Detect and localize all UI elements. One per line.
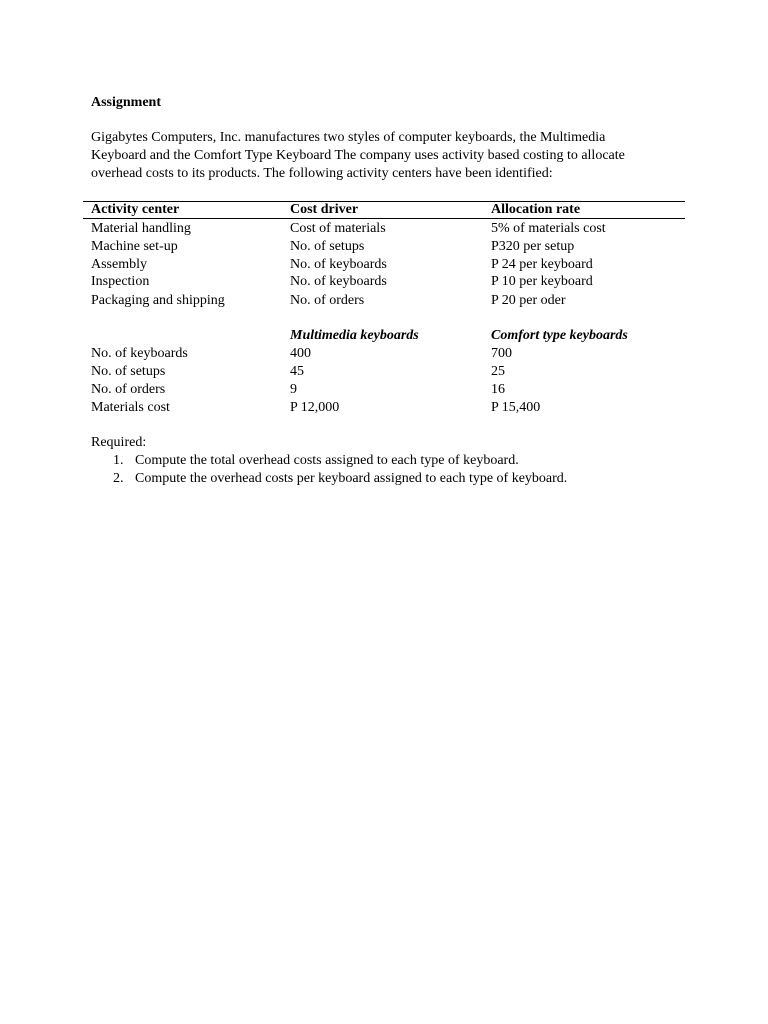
table-header-cell: Activity center <box>91 202 180 217</box>
required-label: Required: <box>91 435 147 450</box>
list-item-text: Compute the total overhead costs assigned to each type of keyboard. <box>135 453 519 468</box>
intro-line: Gigabytes Computers, Inc. manufactures two styles of computer keyboards, the Multimedia <box>91 130 606 145</box>
intro-line: overhead costs to its products. The following activity centers have been identified: <box>91 166 553 181</box>
table-header-cell: Allocation rate <box>491 202 581 217</box>
table-header-cell: Cost driver <box>290 202 359 217</box>
list-item-text: Compute the overhead costs per keyboard assigned to each type of keyboard. <box>135 471 568 486</box>
table-cell: Material handling <box>91 221 191 236</box>
list-item <box>113 452 519 470</box>
table-cell: P320 per setup <box>491 239 575 254</box>
table-cell: No. of keyboards <box>290 274 387 289</box>
table-cell: P 10 per keyboard <box>491 274 593 289</box>
table-cell: Materials cost <box>91 400 170 415</box>
table-cell: P 24 per keyboard <box>491 257 593 272</box>
table-header-cell: Multimedia keyboards <box>290 328 419 343</box>
table-cell: 9 <box>290 382 297 397</box>
table-cell: 700 <box>491 346 512 361</box>
table-cell: Packaging and shipping <box>91 293 225 308</box>
list-number: 2. <box>113 471 124 486</box>
table-cell: Machine set-up <box>91 239 178 254</box>
table-cell: No. of keyboards <box>91 346 188 361</box>
table-header-cell: Comfort type keyboards <box>491 328 628 343</box>
table-cell: Assembly <box>91 257 147 272</box>
intro-paragraph <box>91 129 691 183</box>
table-cell: 400 <box>290 346 311 361</box>
table-cell: P 15,400 <box>491 400 541 415</box>
table-cell: No. of orders <box>91 382 166 397</box>
table-cell: No. of orders <box>290 293 365 308</box>
table-cell: No. of setups <box>290 239 365 254</box>
table-cell: No. of setups <box>91 364 166 379</box>
intro-line: Keyboard and the Comfort Type Keyboard The company uses activity based costing to allocate <box>91 148 625 163</box>
table-cell: 45 <box>290 364 304 379</box>
table-cell: P 12,000 <box>290 400 340 415</box>
table-cell: P 20 per oder <box>491 293 566 308</box>
table-cell: 16 <box>491 382 505 397</box>
list-number: 1. <box>113 453 124 468</box>
list-item <box>113 470 567 488</box>
table-cell: 5% of materials cost <box>491 221 606 236</box>
table-cell: Inspection <box>91 274 150 289</box>
table-cell: 25 <box>491 364 505 379</box>
assignment-heading: Assignment <box>91 95 162 110</box>
table-cell: No. of keyboards <box>290 257 387 272</box>
table-cell: Cost of materials <box>290 221 386 236</box>
